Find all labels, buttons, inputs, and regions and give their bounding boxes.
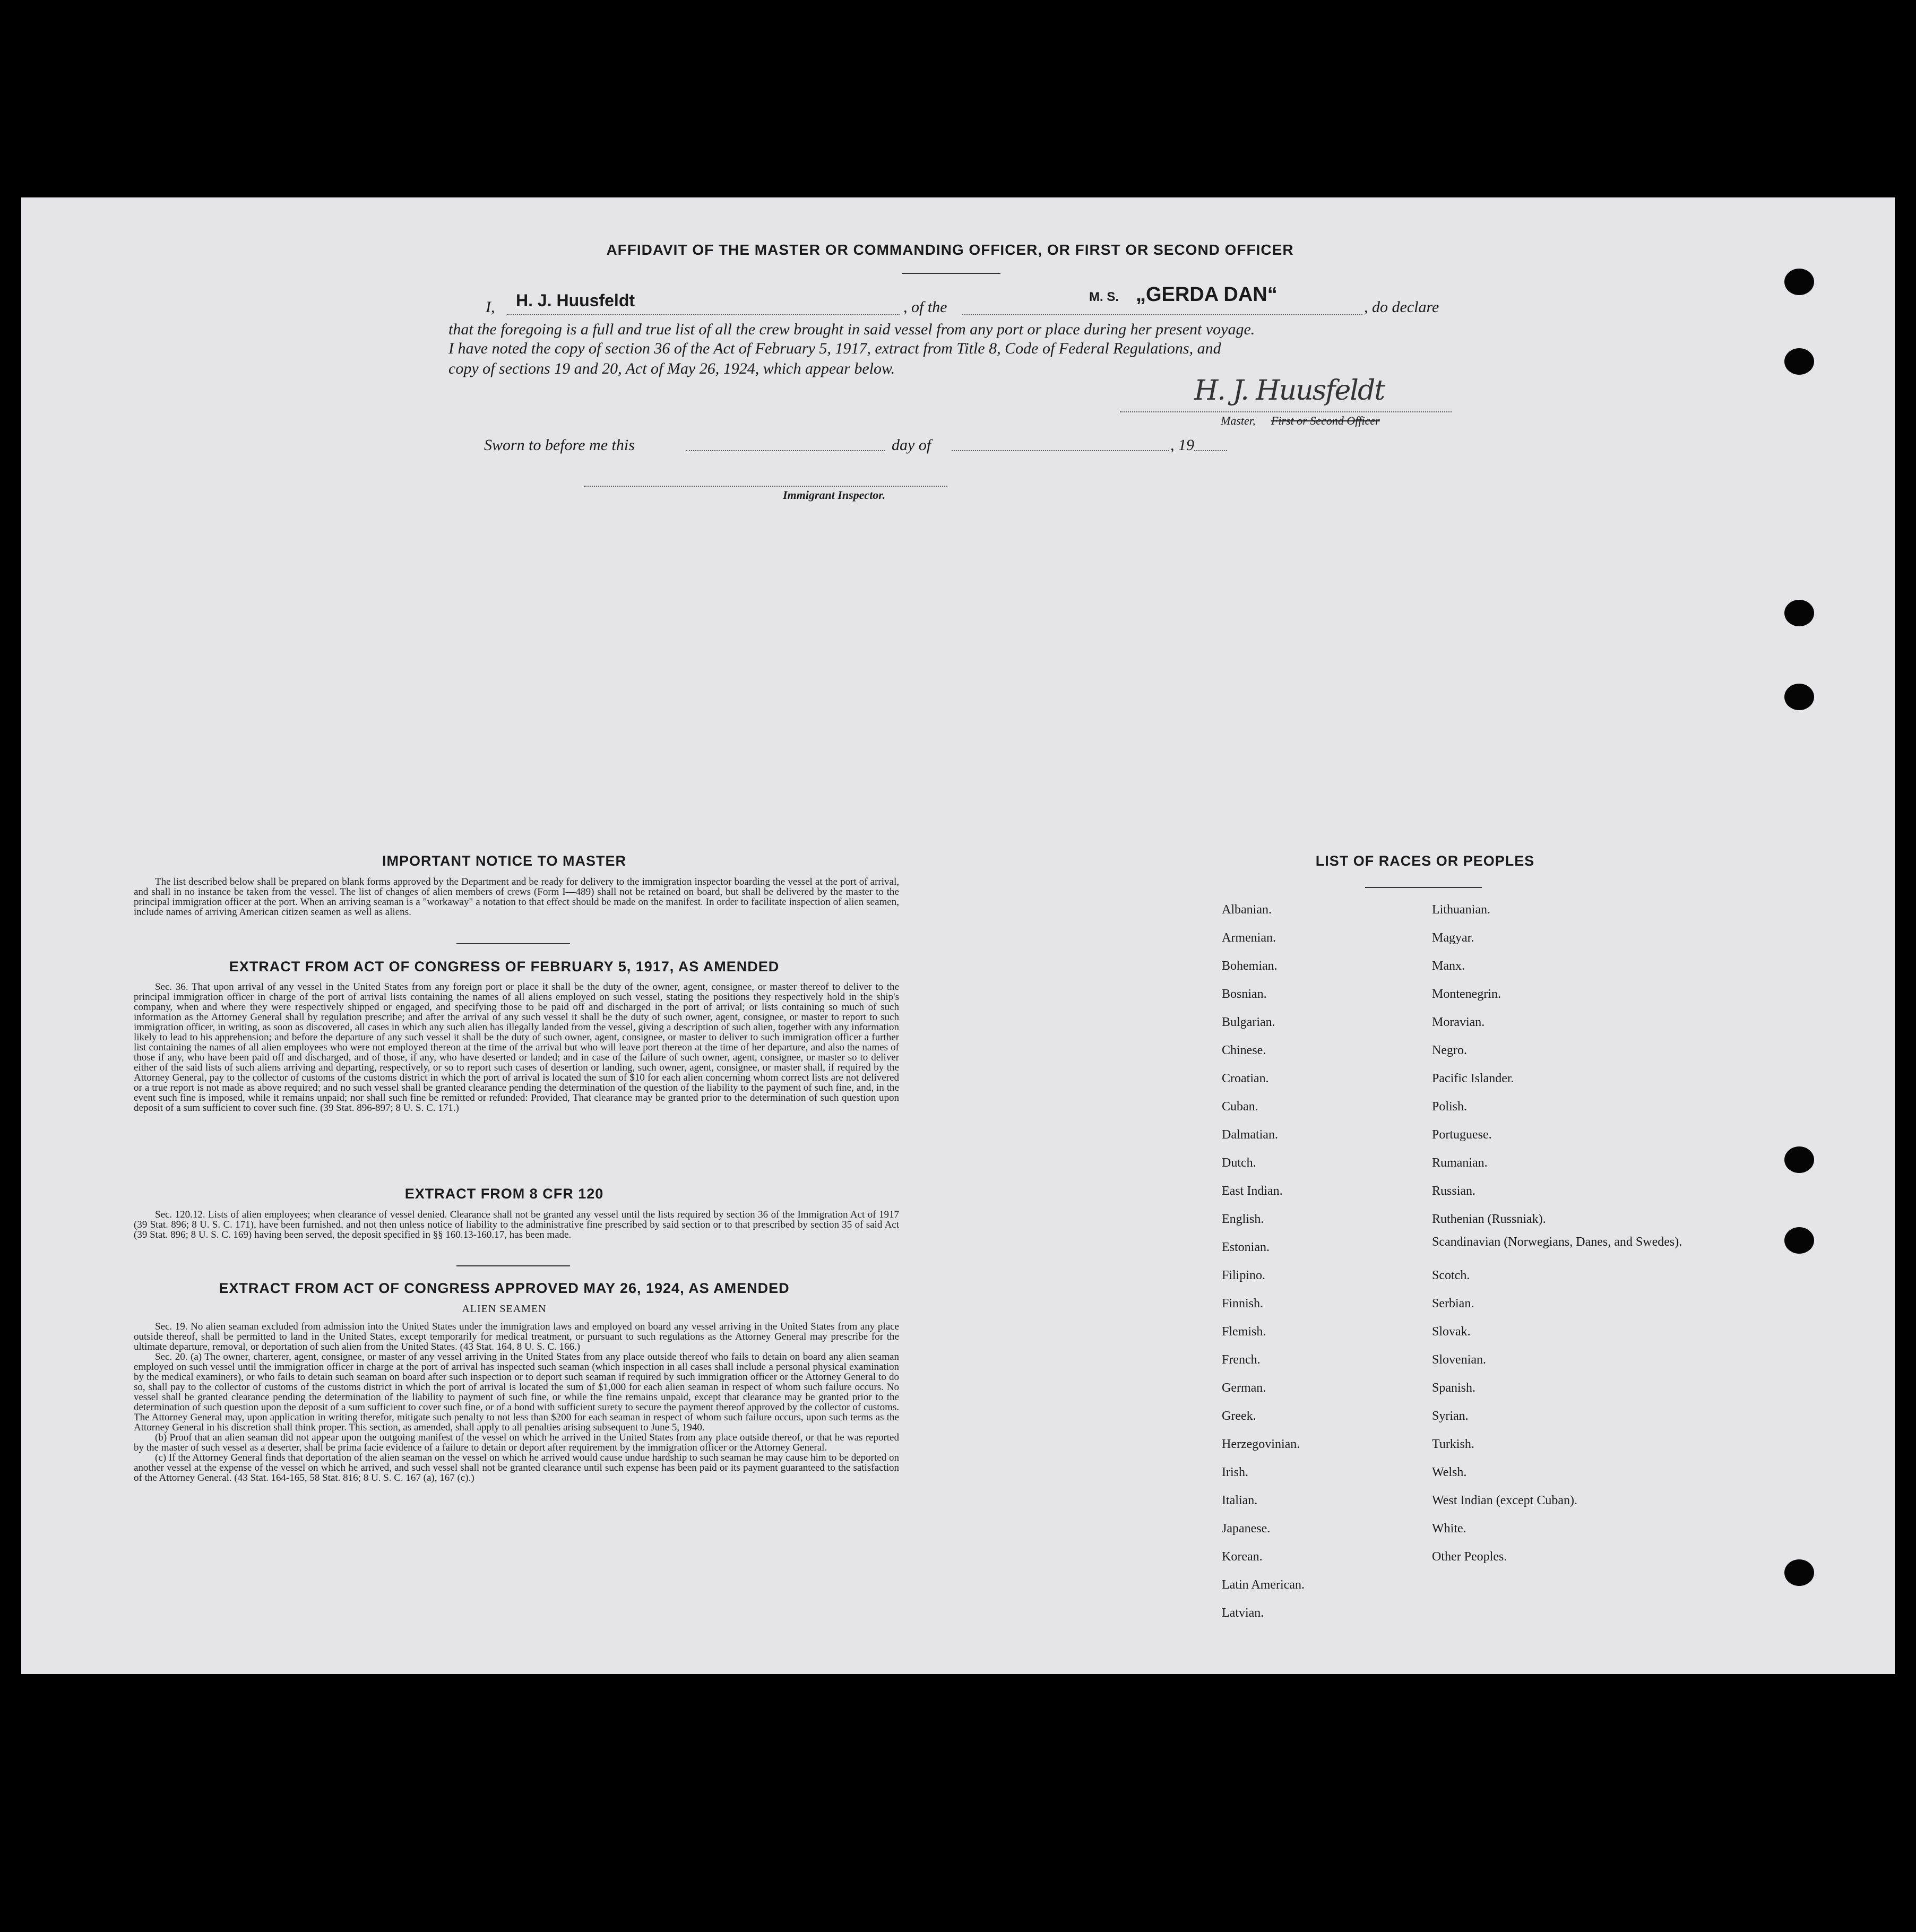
races-title: LIST OF RACES OR PEOPLES xyxy=(1315,853,1535,869)
day-of-label: day of xyxy=(892,436,931,454)
race-item: Flemish. xyxy=(1222,1325,1266,1339)
vessel-name-field: „GERDA DAN“ xyxy=(1136,283,1278,306)
inspector-label: Immigrant Inspector. xyxy=(783,488,886,502)
section-120-12-paragraph: Sec. 120.12. Lists of alien employees; when clearance of vessel denied. Clearance shall not be granted any vessel until the lists required by section 36 of the Immigration Act of 1917 (39 Stat. 896; 8 U. S. C. 171), have been furnished, and not then unless notice of liability to the administrative fine prescribed by said section or to that prescribed by section 35 of said Act (39 Stat. 896; 8 U. S. C. 169) having been served, the deposit specified in §§ 160.13-160.17, has been made. xyxy=(134,1209,899,1240)
year-label: , 19 xyxy=(1170,436,1194,454)
punch-hole xyxy=(1784,1146,1814,1173)
punch-hole xyxy=(1784,1227,1814,1254)
race-item: Negro. xyxy=(1432,1043,1467,1057)
race-item: Russian. xyxy=(1432,1184,1476,1198)
section-20c-paragraph: (c) If the Attorney General finds that deportation of the alien seaman on the vessel on which he arrived would cause undue hardship to such seaman he may cause him to be deported on another vessel at the expense of the vessel on which he arrived, and such vessel shall not be granted clearance until such expense has been paid or its payment guaranteed to the satisfaction of the Attorney General. (43 Stat. 164-165, 58 Stat. 816; 8 U. S. C. 167 (a), 167 (c).) xyxy=(134,1452,899,1484)
races-left-column xyxy=(1222,896,1434,1627)
master-label: Master, xyxy=(1221,414,1256,427)
race-item: Herzegovinian. xyxy=(1222,1437,1300,1451)
notice-title: IMPORTANT NOTICE TO MASTER xyxy=(382,853,626,869)
master-name-field: H. J. Huusfeldt xyxy=(516,291,635,310)
race-item: Montenegrin. xyxy=(1432,987,1501,1001)
race-item: Spanish. xyxy=(1432,1381,1476,1395)
race-item: Estonian. xyxy=(1222,1240,1270,1254)
race-item: French. xyxy=(1222,1353,1261,1367)
race-item: English. xyxy=(1222,1212,1264,1226)
race-item: White. xyxy=(1432,1522,1466,1536)
affidavit-body-line-1: that the foregoing is a full and true list of all the crew brought in said vessel from any port or place during her present voyage. xyxy=(448,321,1255,338)
extract-cfr-title: EXTRACT FROM 8 CFR 120 xyxy=(404,1186,604,1202)
extract-1924-title: EXTRACT FROM ACT OF CONGRESS APPROVED MAY 26, 1924, AS AMENDED xyxy=(219,1280,790,1296)
extract-cfr-text xyxy=(134,1210,899,1240)
race-item: Albanian. xyxy=(1222,903,1272,917)
race-item: Magyar. xyxy=(1432,931,1474,945)
race-item: Croatian. xyxy=(1222,1072,1269,1085)
race-item: Chinese. xyxy=(1222,1043,1266,1057)
sworn-year-line xyxy=(1194,450,1227,451)
race-item: Greek. xyxy=(1222,1409,1256,1423)
race-item: Other Peoples. xyxy=(1432,1550,1507,1564)
race-item: Latvian. xyxy=(1222,1606,1264,1620)
race-item: Bulgarian. xyxy=(1222,1015,1275,1029)
of-the-label: , of the xyxy=(903,298,947,316)
section-20a-paragraph: Sec. 20. (a) The owner, charterer, agent, consignee, or master of any vessel arriving in the United States from any place outside thereof who fails to detain on board any alien seaman employed on such vessel until the immigration officer in charge at the port of arrival has inspected such seaman (which inspection in all cases shall include a personal physical examination by the medical examiners), or who fails to detain such seaman on board after such inspection or to deport such seaman if required by such immigration officer or the Attorney General to do so, shall pay to the collector of customs of the customs district in which the port of arrival is located the sum of $1,000 for each alien seaman in respect of whom such failure occurs. No vessel shall be granted clearance pending the determination of the liability to payment of such fine, or while the fine remains unpaid, except that clearance may be granted prior to the determination of such question upon the deposit of a sum sufficient to cover such fine, or of a bond with sufficient surety to secure the payment thereof approved by the collector of customs. The Attorney General may, upon application in writing therefor, mitigate such penalty to not less than $200 for each seaman in respect of whom such failure occurs, upon such terms as the Attorney General in his discretion shall think proper. This section, as amended, shall apply to all penalties arising subsequent to June 5, 1940. xyxy=(134,1351,899,1433)
signature-line xyxy=(1120,411,1452,412)
race-item: Scotch. xyxy=(1432,1269,1470,1282)
affidavit-body-line-3: copy of sections 19 and 20, Act of May 26, 1924, which appear below. xyxy=(448,360,895,377)
section-36-paragraph: Sec. 36. That upon arrival of any vessel in the United States from any foreign port or place it shall be the duty of the owner, agent, consignee, or master thereof to deliver to the principal immigration officer in charge of the port of arrival lists containing the names of all aliens employed on such vessel, stating the positions they respectively hold in the ship's company, when and where they were respectively shipped or engaged, and specifying those to be paid off and discharged in the port of arrival; or lists containing so much of such information as the Attorney General shall by regulation prescribe; and after the arrival of any such vessel it shall be the duty of such owner, agent, consignee, or master to report to such immigration officer, in writing, as soon as discovered, all cases in which any such alien has illegally landed from the vessel, giving a description of such alien, together with any information likely to lead to his apprehension; and before the departure of any such vessel it shall be the duty of such owner, agent, consignee, or master to deliver to such immigration officer a further list containing the names of all alien employees who were not employed thereon at the time of the arrival but who will leave port thereon at the time of her departure, and also the names of those if any, who have been paid off and discharged, and of those, if any, who have deserted or landed; and in case of the failure of such owner, agent, consignee, or master so to deliver either of the said lists of such aliens arriving and departing, respectively, or so to report such cases of desertion or landing, such owner, agent, consignee, or master shall, if required by the Attorney General, pay to the collector of customs of the customs district in which the port of arrival is located the sum of $10 for each alien concerning whom correct lists are not delivered or a true report is not made as above required; and no such vessel shall be granted clearance pending the determination of the question of the liability to the payment of such fine, and, in the event such fine is imposed, while it remains unpaid; nor shall such fine be remitted or refunded: Provided, That clearance may be granted prior to the determination of such question upon deposit of a sum sufficient to cover such fine. (39 Stat. 896-897; 8 U. S. C. 171.) xyxy=(134,981,899,1114)
section-20b-paragraph: (b) Proof that an alien seaman did not appear upon the outgoing manifest of the vessel on which he arrived in the United States from any place outside thereof, or that he was reported by the master of such vessel as a deserter, shall be prima facie evidence of a failure to detain or deport after requirement by the immigration officer or the Attorney General. xyxy=(134,1432,899,1453)
race-item: Japanese. xyxy=(1222,1522,1271,1536)
race-item: Bosnian. xyxy=(1222,987,1267,1001)
sworn-month-line xyxy=(952,450,1169,451)
name-field-line xyxy=(507,314,900,315)
races-divider xyxy=(1365,887,1482,888)
race-item: Armenian. xyxy=(1222,931,1276,945)
race-item: Syrian. xyxy=(1432,1409,1469,1423)
extract-1924-text xyxy=(134,1322,899,1483)
race-item: German. xyxy=(1222,1381,1266,1395)
title-divider xyxy=(902,273,1000,274)
race-item: Scandinavian (Norwegians, Danes, and Swedes). xyxy=(1432,1235,1682,1249)
notice-paragraph: The list described below shall be prepared on blank forms approved by the Department and be ready for delivery to the immigration inspector boarding the vessel at the port of arrival, and shall in no instance be taken from the vessel. The list of changes of alien members of crews (Form I—489) shall not be retained on board, but shall be delivered by the master to the principal immigration officer at the port. When an arriving seaman is a "workaway" a notation to that effect should be made on the manifest. In order to facilitate inspection of alien seamen, include names of arriving American citizen seamen as well as aliens. xyxy=(134,876,899,918)
race-item: East Indian. xyxy=(1222,1184,1283,1198)
race-item: Serbian. xyxy=(1432,1297,1474,1310)
race-item: West Indian (except Cuban). xyxy=(1432,1494,1577,1507)
declare-label: , do declare xyxy=(1364,298,1439,316)
alien-seamen-subtitle: ALIEN SEAMEN xyxy=(462,1303,547,1315)
punch-hole xyxy=(1784,600,1814,626)
race-item: Irish. xyxy=(1222,1465,1248,1479)
inspector-signature-line xyxy=(584,486,947,487)
races-right-column xyxy=(1432,896,1682,1571)
race-item: Finnish. xyxy=(1222,1297,1264,1310)
race-item: Polish. xyxy=(1432,1100,1468,1114)
section-divider xyxy=(456,1265,570,1266)
race-item: Dutch. xyxy=(1222,1156,1256,1170)
race-item: Dalmatian. xyxy=(1222,1128,1278,1142)
race-item: Rumanian. xyxy=(1432,1156,1488,1170)
race-item: Moravian. xyxy=(1432,1015,1485,1029)
race-item: Italian. xyxy=(1222,1494,1258,1507)
race-item: Portuguese. xyxy=(1432,1128,1492,1142)
punch-hole xyxy=(1784,269,1814,295)
race-item: Latin American. xyxy=(1222,1578,1305,1592)
race-item: Slovak. xyxy=(1432,1325,1471,1339)
section-19-paragraph: Sec. 19. No alien seaman excluded from admission into the United States under the immigration laws and employed on board any vessel arriving in the United States from any place outside thereof, shall be permitted to land in the United States, except temporarily for medical treatment, or pursuant to such regulations as the Attorney General may prescribe for the ultimate departure, removal, or deportation of such alien from the United States. (43 Stat. 164, 8 U. S. C. 166.) xyxy=(134,1321,899,1352)
race-item: Turkish. xyxy=(1432,1437,1474,1451)
extract-1917-text xyxy=(134,982,899,1113)
extract-1917-title: EXTRACT FROM ACT OF CONGRESS OF FEBRUARY 5, 1917, AS AMENDED xyxy=(229,959,780,974)
affidavit-title: AFFIDAVIT OF THE MASTER OR COMMANDING OFFICER, OR FIRST OR SECOND OFFICER xyxy=(606,242,1294,258)
affidavit-body-line-2: I have noted the copy of section 36 of the Act of February 5, 1917, extract from Title 8, Code of Federal Regulations, and xyxy=(448,340,1221,357)
section-divider xyxy=(456,943,570,944)
race-item: Lithuanian. xyxy=(1432,903,1490,917)
sworn-label: Sworn to before me this xyxy=(484,436,635,454)
race-item: Filipino. xyxy=(1222,1269,1266,1282)
notice-text xyxy=(134,877,899,917)
race-item: Ruthenian (Russniak). xyxy=(1432,1212,1546,1226)
race-item: Pacific Islander. xyxy=(1432,1072,1514,1085)
struck-officer-label: First or Second Officer xyxy=(1271,414,1380,427)
race-item: Korean. xyxy=(1222,1550,1263,1564)
punch-hole xyxy=(1784,348,1814,375)
punch-hole xyxy=(1784,684,1814,710)
sworn-day-line xyxy=(686,450,885,451)
master-signature: H. J. Huusfeldt xyxy=(1194,375,1385,407)
race-item: Slovenian. xyxy=(1432,1353,1486,1367)
race-item: Cuban. xyxy=(1222,1100,1258,1114)
vessel-prefix: M. S. xyxy=(1089,290,1119,304)
punch-hole xyxy=(1784,1559,1814,1586)
vessel-field-line xyxy=(962,314,1362,315)
race-item: Bohemian. xyxy=(1222,959,1278,973)
race-item: Manx. xyxy=(1432,959,1465,973)
race-item: Welsh. xyxy=(1432,1465,1467,1479)
i-label: I, xyxy=(486,298,495,316)
